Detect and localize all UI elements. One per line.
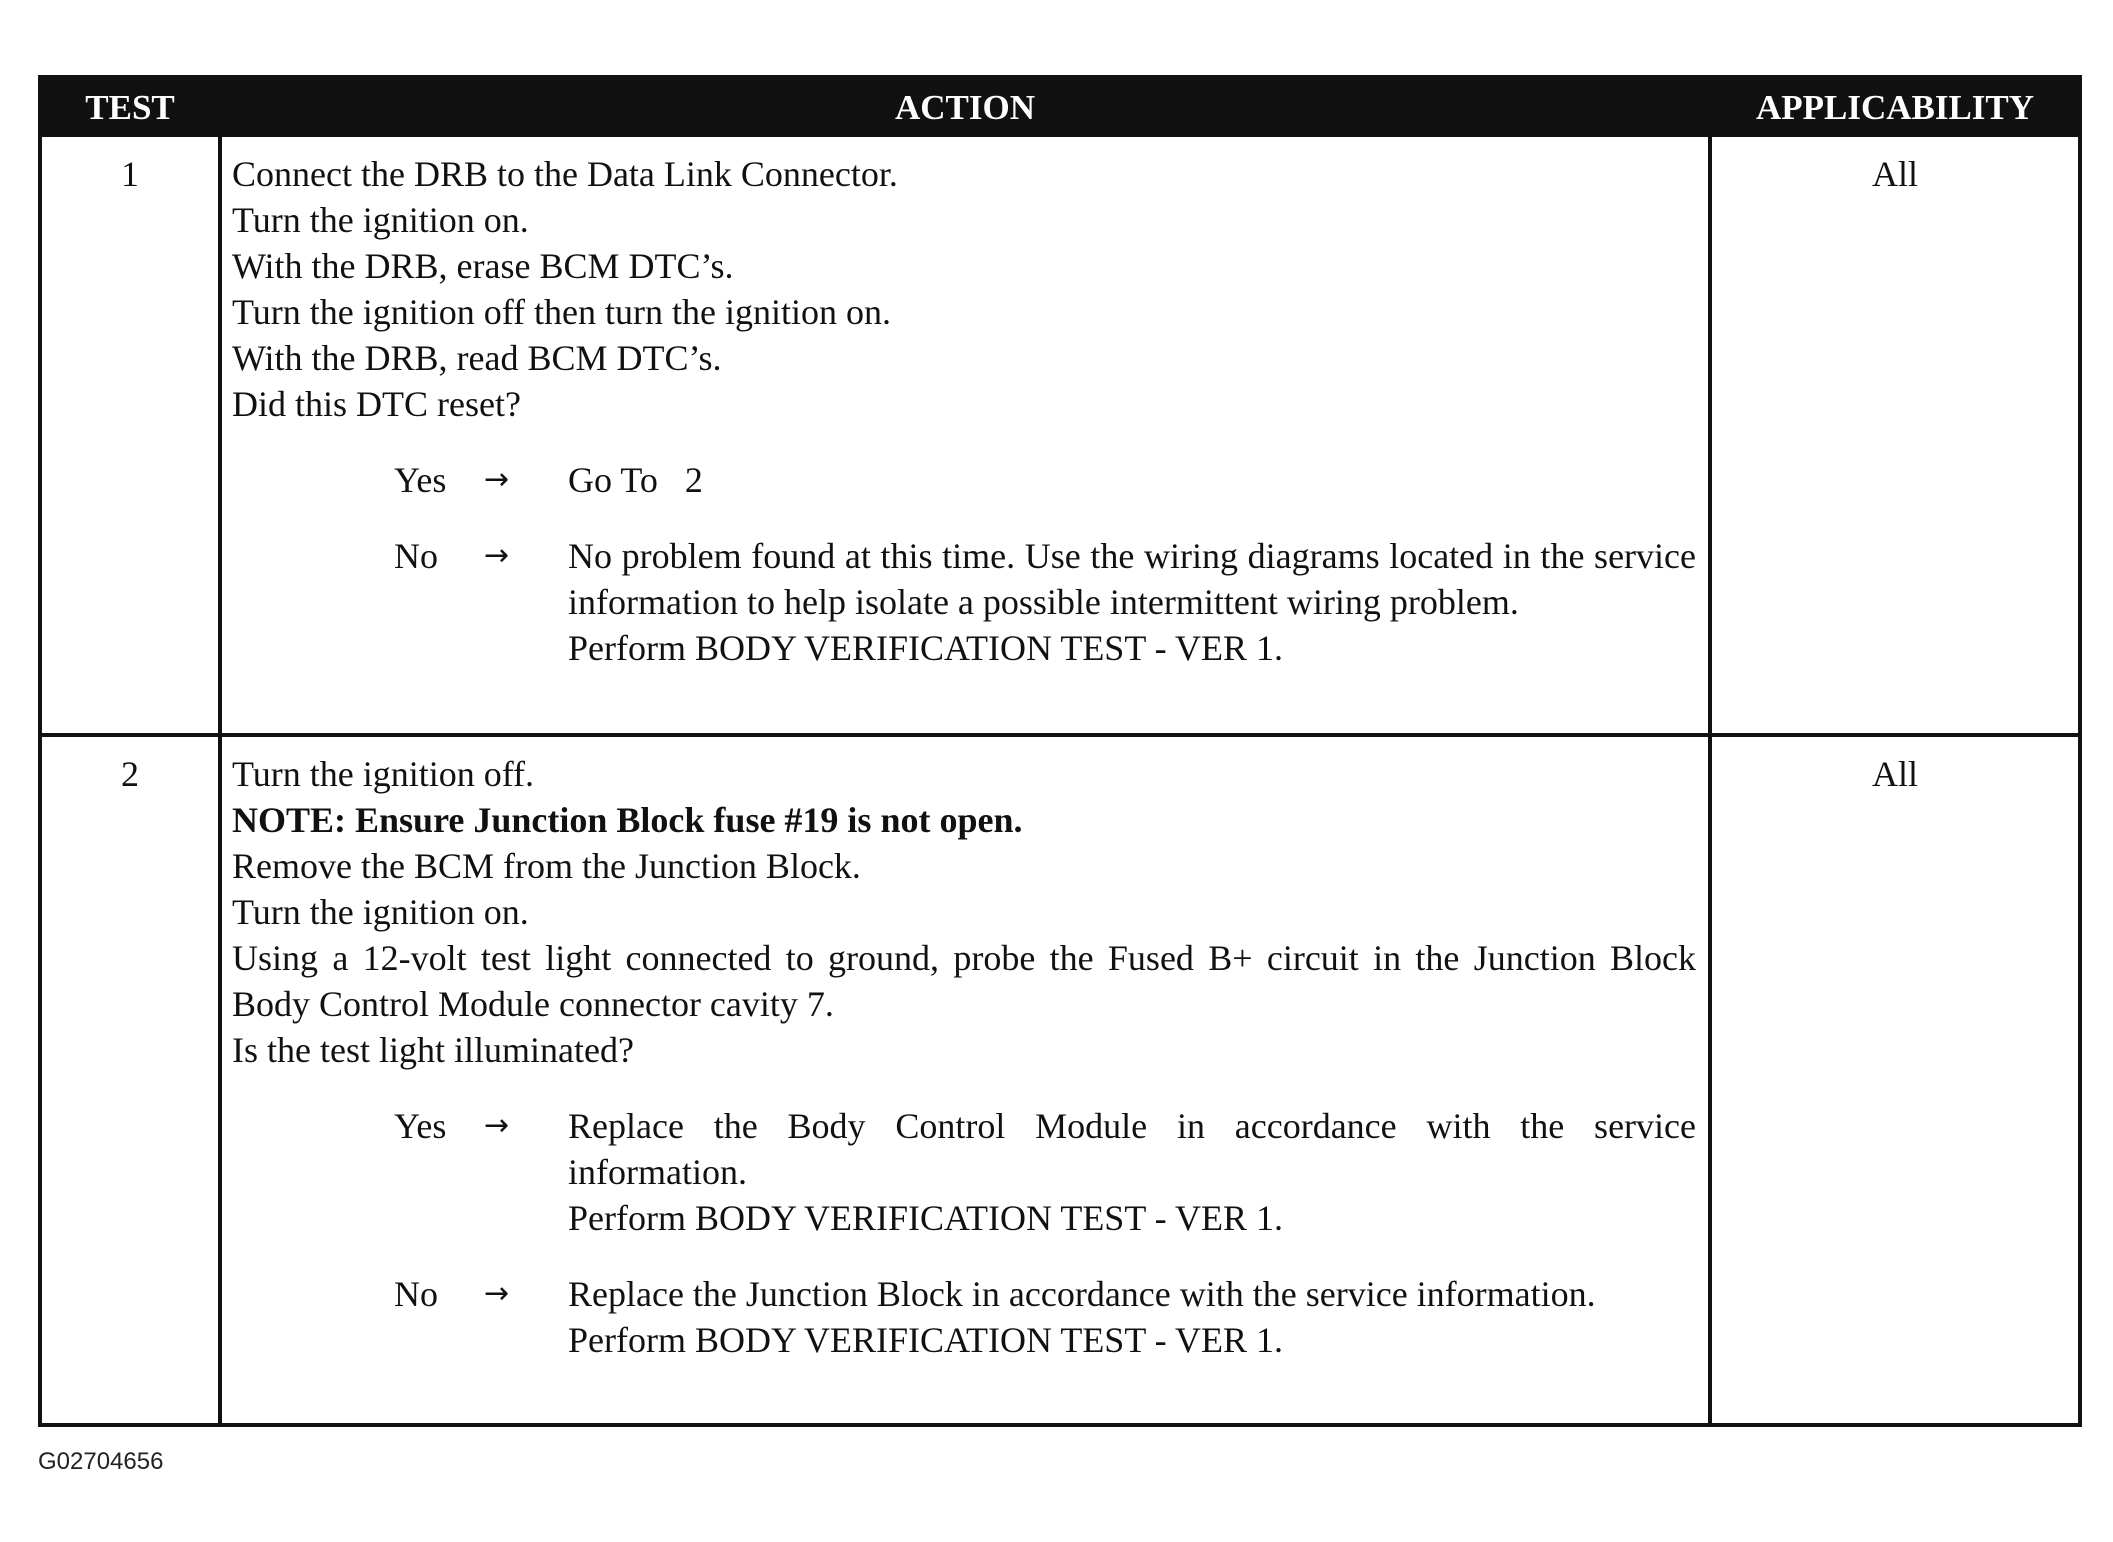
table-row [42, 737, 2078, 1423]
outcome-label: No [394, 536, 438, 576]
action-step: Turn the ignition on. [232, 892, 529, 932]
arrow-right-icon: → [484, 462, 510, 497]
action-step: Connect the DRB to the Data Link Connector. [232, 154, 898, 194]
action-step: With the DRB, read BCM DTC’s. [232, 338, 722, 378]
outcome-perform: Perform BODY VERIFICATION TEST - VER 1. [568, 628, 1284, 668]
arrow-right-icon: → [484, 1276, 510, 1311]
action-note: NOTE: Ensure Junction Block fuse #19 is not open. [232, 800, 1023, 840]
arrow-right-icon: → [484, 538, 510, 573]
applicability-value: All [1871, 754, 1918, 794]
action-step: Turn the ignition on. [232, 200, 529, 240]
outcome-text: No problem found at this time. Use the wiring diagrams located in the service information to help isolate a possible intermittent wiring problem. [568, 536, 1696, 622]
outcome-no [232, 533, 1696, 671]
outcome-yes [232, 1103, 1696, 1241]
outcome-yes [232, 457, 1696, 503]
outcome-label: Yes [394, 1106, 447, 1146]
table-row [42, 137, 2078, 733]
action-step: With the DRB, erase BCM DTC’s. [232, 246, 734, 286]
action-cell [232, 751, 1696, 1363]
diagnostic-test-table [38, 75, 2082, 1427]
action-step: Remove the BCM from the Junction Block. [232, 846, 861, 886]
arrow-right-icon: → [484, 1108, 510, 1143]
outcome-text: Replace the Junction Block in accordance with the service information. [568, 1274, 1596, 1314]
action-step: Using a 12-volt test light connected to ground, probe the Fused B+ circuit in the Junction Block Body Control Module connector cavity 7. [232, 938, 1696, 1024]
outcome-text: Go To 2 [568, 460, 703, 500]
figure-code: G02704656 [38, 1448, 164, 1475]
table-header [42, 79, 2078, 137]
test-number: 2 [121, 754, 139, 794]
action-step: Turn the ignition off then turn the ignition on. [232, 292, 891, 332]
outcome-no [232, 1271, 1696, 1363]
outcome-text: Replace the Body Control Module in accordance with the service information. [568, 1106, 1696, 1192]
test-number: 1 [121, 154, 139, 194]
header-action: ACTION [894, 88, 1036, 127]
outcome-perform: Perform BODY VERIFICATION TEST - VER 1. [568, 1198, 1284, 1238]
action-step: Turn the ignition off. [232, 754, 535, 794]
action-cell [232, 151, 1696, 671]
action-question: Is the test light illuminated? [232, 1030, 634, 1070]
header-applicability: APPLICABILITY [1755, 88, 2035, 127]
header-test: TEST [85, 88, 175, 127]
action-question: Did this DTC reset? [232, 384, 521, 424]
outcome-label: No [394, 1274, 438, 1314]
outcome-label: Yes [394, 460, 447, 500]
outcome-perform: Perform BODY VERIFICATION TEST - VER 1. [568, 1320, 1284, 1360]
applicability-value: All [1871, 154, 1918, 194]
